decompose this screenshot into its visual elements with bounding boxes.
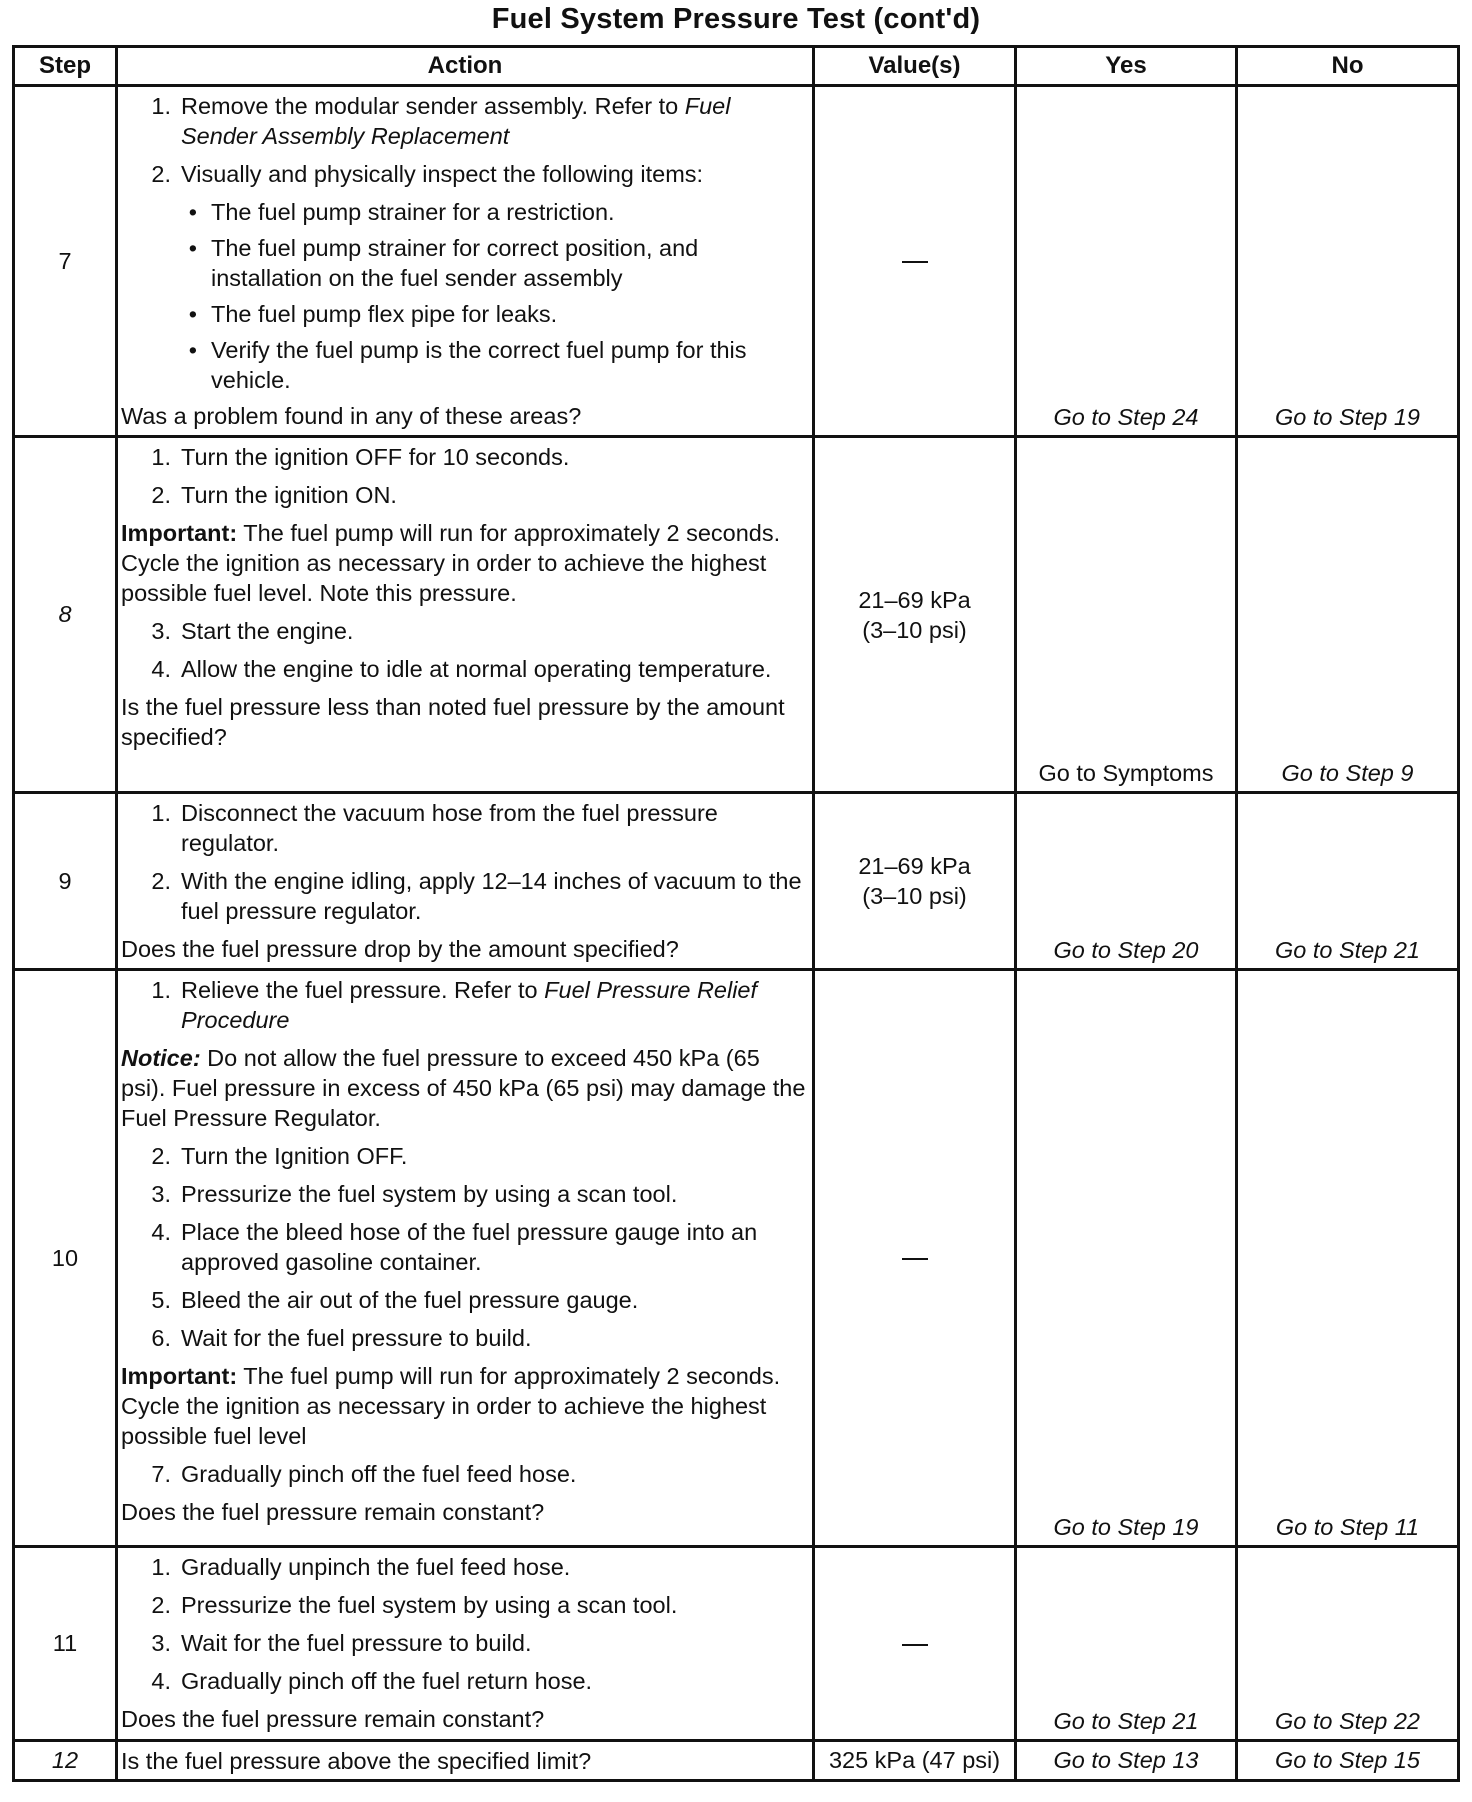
table-row xyxy=(14,437,1459,793)
action-item: 1. Disconnect the vacuum hose from the fuel pressure regulator. xyxy=(151,800,718,856)
empty-dash xyxy=(902,261,928,263)
header-no: No xyxy=(1237,47,1459,86)
action-question: Is the fuel pressure above the specified limit? xyxy=(121,1747,592,1774)
action-item: 3. Wait for the fuel pressure to build. xyxy=(151,1630,532,1656)
action-cell xyxy=(117,1741,814,1781)
value-cell: 21–69 kPa (3–10 psi) xyxy=(814,793,1016,970)
important-note: Important: The fuel pump will run for approximately 2 seconds. Cycle the ignition as necessary in order to achieve the highest possible fuel level xyxy=(121,1363,781,1449)
value-cell xyxy=(814,86,1016,437)
no-cell: Go to Step 9 xyxy=(1237,437,1459,793)
action-question: Does the fuel pressure remain constant? xyxy=(121,1499,545,1525)
header-values: Value(s) xyxy=(814,47,1016,86)
step-number: 10 xyxy=(14,970,117,1547)
empty-dash xyxy=(902,1644,928,1646)
action-item: 4. Allow the engine to idle at normal operating temperature. xyxy=(151,656,772,682)
action-item: 4. Place the bleed hose of the fuel pressure gauge into an approved gasoline container. xyxy=(151,1219,758,1275)
no-cell: Go to Step 21 xyxy=(1237,793,1459,970)
step-number: 9 xyxy=(14,793,117,970)
action-cell xyxy=(117,86,814,437)
no-cell: Go to Step 15 xyxy=(1237,1741,1459,1781)
value-cell xyxy=(814,970,1016,1547)
yes-cell: Go to Step 19 xyxy=(1016,970,1237,1547)
table-header-row xyxy=(14,47,1459,86)
step-number: 7 xyxy=(14,86,117,437)
bullet-item: • The fuel pump strainer for a restriction. xyxy=(121,197,806,227)
action-question: Does the fuel pressure drop by the amount specified? xyxy=(121,936,679,962)
header-yes: Yes xyxy=(1016,47,1237,86)
table-row xyxy=(14,86,1459,437)
action-cell xyxy=(117,970,814,1547)
yes-cell: Go to Step 21 xyxy=(1016,1547,1237,1741)
action-item: 5. Bleed the air out of the fuel pressure gauge. xyxy=(151,1287,639,1313)
yes-cell: Go to Symptoms xyxy=(1016,437,1237,793)
table-row xyxy=(14,970,1459,1547)
bullet-item: • The fuel pump flex pipe for leaks. xyxy=(121,299,806,329)
action-item: 2. Turn the Ignition OFF. xyxy=(151,1143,408,1169)
action-item: 1. Remove the modular sender assembly. Refer to Fuel Sender Assembly Replacement xyxy=(151,93,731,149)
no-cell: Go to Step 19 xyxy=(1237,86,1459,437)
action-cell xyxy=(117,1547,814,1741)
action-cell xyxy=(117,793,814,970)
bullet-icon: • xyxy=(188,301,197,327)
action-item: 3. Pressurize the fuel system by using a scan tool. xyxy=(151,1181,678,1207)
no-cell: Go to Step 22 xyxy=(1237,1547,1459,1741)
action-item: 7. Gradually pinch off the fuel feed hose. xyxy=(151,1461,577,1487)
action-item: 2. Visually and physically inspect the following items: xyxy=(151,161,704,187)
action-item: 2. With the engine idling, apply 12–14 inches of vacuum to the fuel pressure regulator. xyxy=(151,868,802,924)
yes-cell: Go to Step 20 xyxy=(1016,793,1237,970)
reference-link: Fuel Pressure Relief Procedure xyxy=(181,977,758,1033)
header-step: Step xyxy=(14,47,117,86)
yes-cell: Go to Step 24 xyxy=(1016,86,1237,437)
header-action: Action xyxy=(117,47,814,86)
action-item: 2. Turn the ignition ON. xyxy=(151,482,397,508)
page-title: Fuel System Pressure Test (cont'd) xyxy=(491,3,981,35)
bullet-item: • Verify the fuel pump is the correct fuel pump for this vehicle. xyxy=(121,335,806,395)
yes-cell: Go to Step 13 xyxy=(1016,1741,1237,1781)
notice-note: Notice: Do not allow the fuel pressure to exceed 450 kPa (65 psi). Fuel pressure in excess of 450 kPa (65 psi) may damage the Fuel Pressure Regulator. xyxy=(121,1045,806,1131)
empty-dash xyxy=(902,1258,928,1260)
action-item: 4. Gradually pinch off the fuel return hose. xyxy=(151,1668,593,1694)
value-cell: 21–69 kPa (3–10 psi) xyxy=(814,437,1016,793)
diagnostic-table xyxy=(12,45,1460,1782)
action-question: Is the fuel pressure less than noted fuel pressure by the amount specified? xyxy=(121,694,785,750)
step-number: 11 xyxy=(14,1547,117,1741)
bullet-item: • The fuel pump strainer for correct position, and installation on the fuel sender assembly xyxy=(121,233,806,293)
table-row xyxy=(14,1741,1459,1781)
action-question: Was a problem found in any of these areas? xyxy=(121,403,582,429)
reference-link: Fuel Sender Assembly Replacement xyxy=(181,93,731,149)
value-cell xyxy=(814,1547,1016,1741)
important-note: Important: The fuel pump will run for approximately 2 seconds. Cycle the ignition as necessary in order to achieve the highest possible fuel level. Note this pressure. xyxy=(121,520,781,606)
action-cell xyxy=(117,437,814,793)
action-item: 3. Start the engine. xyxy=(151,618,354,644)
step-number: 8 xyxy=(14,437,117,793)
table-row xyxy=(14,1547,1459,1741)
action-item: 1. Turn the ignition OFF for 10 seconds. xyxy=(151,444,570,470)
no-cell: Go to Step 11 xyxy=(1237,970,1459,1547)
bullet-icon: • xyxy=(188,235,197,261)
action-question: Does the fuel pressure remain constant? xyxy=(121,1706,545,1732)
action-item: 6. Wait for the fuel pressure to build. xyxy=(151,1325,532,1351)
action-item: 2. Pressurize the fuel system by using a scan tool. xyxy=(151,1592,678,1618)
action-item: 1. Relieve the fuel pressure. Refer to Fuel Pressure Relief Procedure xyxy=(151,977,758,1033)
value-cell: 325 kPa (47 psi) xyxy=(814,1741,1016,1781)
step-number: 12 xyxy=(14,1741,117,1781)
table-row xyxy=(14,793,1459,970)
action-item: 1. Gradually unpinch the fuel feed hose. xyxy=(151,1554,571,1580)
bullet-icon: • xyxy=(188,337,197,363)
bullet-icon: • xyxy=(188,199,197,225)
